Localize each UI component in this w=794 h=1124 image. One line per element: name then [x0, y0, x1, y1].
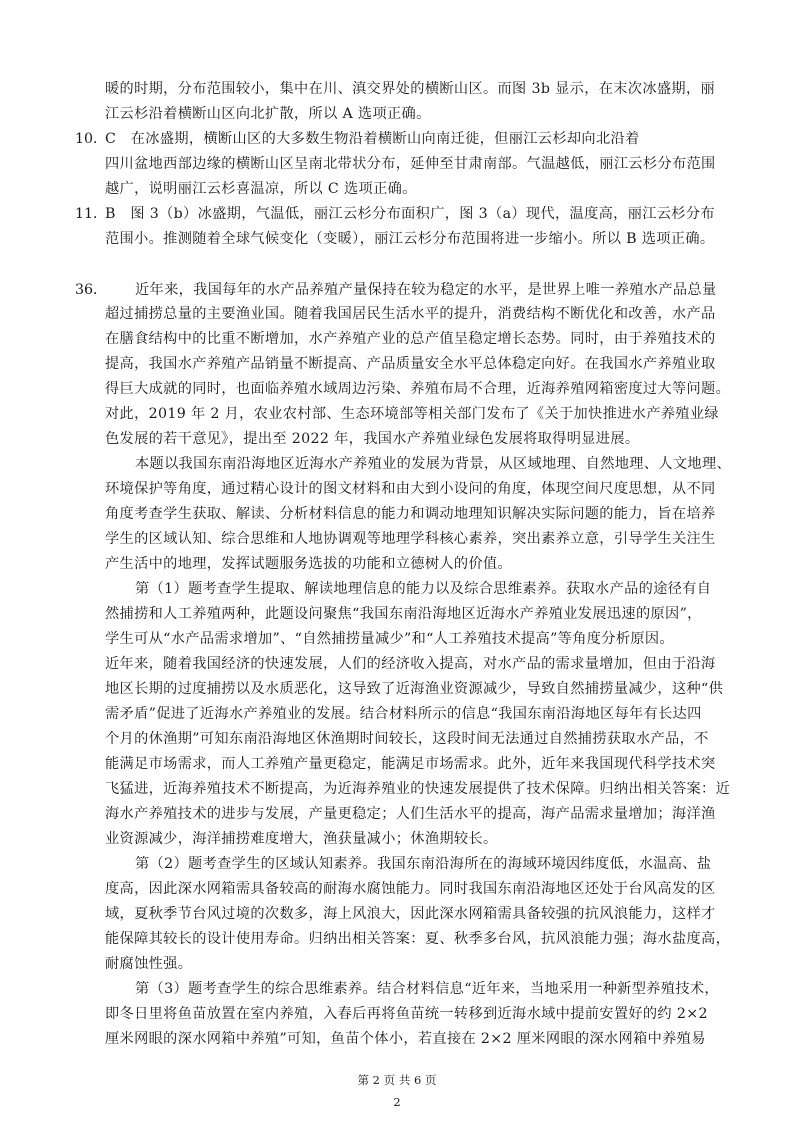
text-line: 学生的区域认知、综合思维和人地协调观等地理学科核心素养，突出素养立意，引导学生关注生	[105, 531, 716, 547]
text-line: 在膳食结构中的比重不断增加，水产养殖产业的总产值呈稳定增长态势。同时，由于养殖技术的	[105, 331, 716, 347]
question-number-36: 36．	[75, 282, 108, 298]
text-line: 需矛盾”促进了近海水产养殖业的发展。结合材料所示的信息“我国东南沿海地区每年有长达四	[105, 706, 702, 722]
text-line: 环境保护等角度，通过精心设计的图文材料和由大到小设问的角度，体现空间尺度思想，从不同	[105, 481, 716, 497]
text-line: 个月的休渔期”可知东南沿海地区休渔期时间较长，这段时间无法通过自然捕捞获取水产品，不	[105, 731, 709, 747]
text-line: 越广，说明丽江云杉喜温凉，所以 C 选项正确。	[105, 181, 417, 197]
text-line: 范围小。推测随着全球气候变化（变暖），丽江云杉分布范围将进一步缩小。所以 B 选项正确。	[105, 231, 715, 247]
text-line: 角度考查学生获取、解读、分析材料信息的能力和调动地理知识解决实际问题的能力，旨在培养	[105, 506, 716, 522]
text-line: 厘米网眼的深水网箱中养殖”可知，鱼苗个体小，若直接在 2×2 厘米网眼的深水网箱中养殖易	[105, 1031, 706, 1047]
text-line: 能保障其较长的设计使用寿命。归纳出相关答案：夏、秋季多台风，抗风浪能力强；海水盐度高，	[105, 931, 731, 947]
text-line: 能满足市场需求，而人工养殖产量更稳定，能满足市场需求。此外，近年来我国现代科学技术突	[105, 756, 716, 772]
question-number-10: 10．	[75, 131, 108, 147]
text-line: 学生可从“水产品需求增加”、“自然捕捞量减少”和“人工养殖技术提高”等角度分析原因。	[105, 631, 674, 647]
text-line: 四川盆地西部边缘的横断山区呈南北带状分布，延伸至甘肃南部。气温越低，丽江云杉分布范围	[105, 156, 716, 172]
page-count-label: 第 2 页 共 6 页	[357, 1073, 437, 1087]
text-line: 第（1）题考查学生提取、解读地理信息的能力以及综合思维素养。获取水产品的途径有自	[135, 581, 712, 597]
text-line: C 在冰盛期，横断山区的大多数生物沿着横断山向南迁徙，但丽江云杉却向北沿着	[105, 131, 640, 147]
text-line: 提高，我国水产养殖产品销量不断提高、产品质量安全水平总体稳定向好。在我国水产养殖业取	[105, 356, 716, 372]
text-line: 超过捕捞总量的主要渔业国。随着我国居民生活水平的提升，消费结构不断优化和改善，水产品	[105, 306, 716, 322]
text-line: 第（2）题考查学生的区域认知素养。我国东南沿海所在的海域环境因纬度低，水温高、盐	[135, 856, 712, 872]
text-line: 域，夏秋季节台风过境的次数多，海上风浪大，因此深水网箱需具备较强的抗风浪能力，这样才	[105, 906, 716, 922]
text-line: 海水产养殖技术的进步与发展，产量更稳定；人们生活水平的提高，海产品需求量增加；海洋渔	[105, 806, 716, 822]
text-line: 度高，因此深水网箱需具备较高的耐海水腐蚀能力。同时我国东南沿海地区还处于台风高发的区	[105, 881, 716, 897]
text-line: 地区长期的过度捕捞以及水质恶化，这导致了近海渔业资源减少，导致自然捕捞量减少，这种“供	[105, 681, 724, 697]
text-line: 暖的时期，分布范围较小，集中在川、滇交界处的横断山区。而图 3b 显示，在末次冰盛期，丽	[105, 81, 716, 97]
text-line: 飞猛进，近海养殖技术不断提高，为近海养殖业的快速发展提供了技术保障。归纳出相关答案：近	[105, 781, 731, 797]
text-line: 耐腐蚀性强。	[105, 956, 193, 972]
text-line: 色发展的若干意见》，提出至 2022 年，我国水产养殖业绿色发展将取得明显进展。	[105, 431, 640, 447]
text-line: 江云杉沿着横断山区向北扩散，所以 A 选项正确。	[105, 106, 431, 122]
page-number: 2	[393, 1095, 401, 1109]
text-line: 对此，2019 年 2 月，农业农村部、生态环境部等相关部门发布了《关于加快推进水产养殖业绿	[105, 406, 719, 422]
text-line: 业资源减少，海洋捕捞难度增大，渔获量减小；休渔期较长。	[105, 831, 498, 847]
text-line: 第（3）题考查学生的综合思维素养。结合材料信息“近年来，当地采用一种新型养殖技术，	[135, 981, 719, 997]
question-number-11: 11．	[75, 206, 108, 222]
text-line: 产生活中的地理，发挥试题服务选拔的功能和立德树人的价值。	[105, 556, 513, 572]
text-line: 近年来，我国每年的水产品养殖产量保持在较为稳定的水平，是世界上唯一养殖水产品总量	[135, 282, 717, 298]
text-line: 即冬日里将鱼苗放置在室内养殖，入春后再将鱼苗统一转移到近海水域中提前安置好的约 2×2	[105, 1006, 708, 1022]
text-line: B 图 3（b）冰盛期，气温低，丽江云杉分布面积广，图 3（a）现代，温度高，丽江云杉分布	[105, 206, 715, 222]
text-line: 得巨大成就的同时，也面临养殖水域周边污染、养殖布局不合理，近海养殖网箱密度过大等问题。	[105, 381, 731, 397]
text-line: 本题以我国东南沿海地区近海水产养殖业的发展为背景，从区域地理、自然地理、人文地理、	[135, 456, 732, 472]
text-line: 近年来，随着我国经济的快速发展，人们的经济收入提高，对水产品的需求量增加，但由于沿海	[105, 656, 716, 672]
text-line: 然捕捞和人工养殖两种，此题设问聚焦“我国东南沿海地区近海水产养殖业发展迅速的原因”，	[105, 606, 702, 622]
